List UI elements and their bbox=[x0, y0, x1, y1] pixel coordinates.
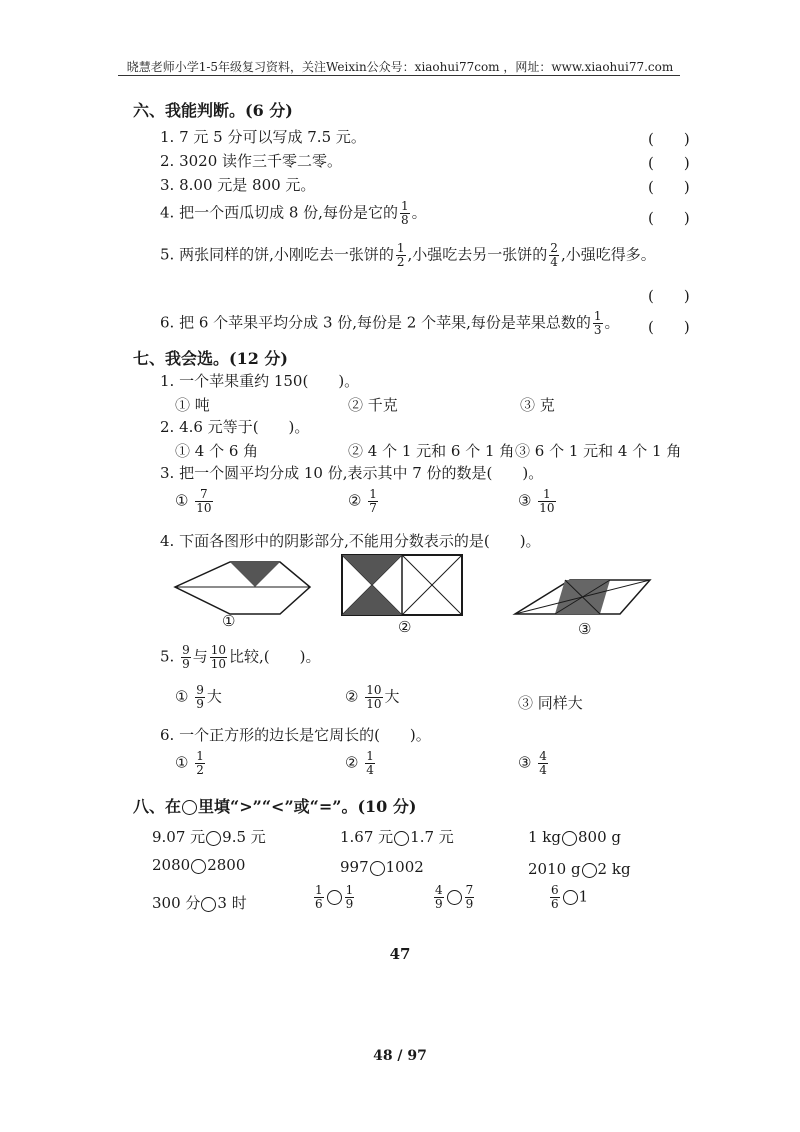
figure2-shaded-bottom bbox=[342, 585, 402, 615]
s7-q1: 1. 一个苹果重约 150( )。 bbox=[160, 372, 360, 390]
s8-r2-c2: 997 1002 bbox=[340, 858, 424, 876]
s8-r3-c4: $\frac{6}{6}$ 1 bbox=[551, 883, 589, 911]
section6-title: 六、我能判断。(6 分) bbox=[133, 101, 293, 120]
figure1-label[interactable]: ① bbox=[222, 612, 236, 630]
s8-r3-c2 bbox=[312, 884, 356, 911]
s6-q6-answer[interactable]: ( ) bbox=[648, 318, 690, 336]
s8-r2-c3: 2010 g 2 kg bbox=[528, 860, 631, 878]
fraction: $\frac{1}{2}$ bbox=[396, 241, 405, 269]
fraction: $\frac{1}{3}$ bbox=[593, 309, 602, 337]
s7-q4-figures bbox=[170, 552, 670, 634]
s7-q2: 2. 4.6 元等于( )。 bbox=[160, 418, 310, 436]
compare-circle[interactable] bbox=[327, 890, 342, 905]
s6-q1: 1. 7 元 5 分可以写成 7.5 元。 bbox=[160, 128, 366, 146]
s8-r1-c3: 1 kg 800 g bbox=[528, 828, 622, 846]
s7-q2-opt3[interactable]: ③ 6 个 1 元和 4 个 1 角 bbox=[515, 442, 682, 460]
s7-q1-opt1[interactable]: ① 吨 bbox=[175, 396, 210, 414]
s6-q3-answer[interactable]: ( ) bbox=[648, 178, 690, 196]
s6-q2-answer[interactable]: ( ) bbox=[648, 154, 690, 172]
fraction: $\frac{4}{9}$ bbox=[435, 883, 443, 911]
compare-circle[interactable] bbox=[191, 859, 206, 874]
fraction: $\frac{4}{4}$ bbox=[539, 749, 547, 777]
s7-q4: 4. 下面各图形中的阴影部分,不能用分数表示的是( )。 bbox=[160, 532, 541, 550]
figure2-shaded-top bbox=[342, 555, 402, 585]
fraction: $\frac{7}{9}$ bbox=[465, 883, 474, 911]
s6-q4-answer[interactable]: ( ) bbox=[648, 209, 690, 227]
s7-q3-opt3[interactable]: ③ $\frac{1}{10}$ bbox=[518, 487, 555, 515]
s6-q4: 4. 把一个西瓜切成 8 份,每份是它的 $\frac{1}{8}$ 。 bbox=[160, 199, 427, 227]
fraction: $\frac{1}{8}$ bbox=[400, 199, 409, 227]
figure1-shaded bbox=[230, 562, 280, 587]
fraction: $\frac{1}{7}$ bbox=[369, 487, 377, 515]
section8-title: 八、在 里填“>”“<”或“=”。(10 分) bbox=[133, 797, 417, 816]
s8-r3-c1: 300 分 3 时 bbox=[152, 894, 247, 912]
s7-q5-opt2[interactable]: ② $\frac{10}{10}$ 大 bbox=[345, 683, 400, 711]
fraction: $\frac{2}{4}$ bbox=[550, 241, 558, 269]
compare-circle[interactable] bbox=[394, 831, 409, 846]
s8-r1-c2: 1.67 元 1.7 元 bbox=[340, 828, 454, 846]
figure3-label[interactable]: ③ bbox=[578, 620, 592, 638]
s6-q5: 5. 两张同样的饼,小刚吃去一张饼的 $\frac{1}{2}$ ,小强吃去另一张饼的 $\frac{2}{4}$ ,小强吃得多。 bbox=[160, 241, 656, 269]
s6-q1-answer[interactable]: ( ) bbox=[648, 130, 690, 148]
s7-q5: 5. $\frac{9}{9}$ 与 $\frac{10}{10}$ 比较,( )。 bbox=[160, 643, 321, 671]
s7-q3-opt2[interactable]: ② $\frac{1}{7}$ bbox=[348, 487, 377, 515]
s7-q5-opt1[interactable]: ① $\frac{9}{9}$ 大 bbox=[175, 683, 222, 711]
figure1-rhombus bbox=[175, 562, 310, 614]
compare-circle[interactable] bbox=[582, 863, 597, 878]
fraction: $\frac{9}{9}$ bbox=[196, 683, 204, 711]
fraction: $\frac{1}{4}$ bbox=[366, 749, 374, 777]
s7-q2-opt2[interactable]: ② 4 个 1 元和 6 个 1 角 bbox=[348, 442, 515, 460]
s6-q2: 2. 3020 读作三千零二零。 bbox=[160, 152, 343, 170]
figure2-rectangle bbox=[342, 555, 462, 615]
s8-r2-c1: 2080 2800 bbox=[152, 856, 246, 874]
fraction: $\frac{6}{6}$ bbox=[551, 883, 559, 911]
s7-q6: 6. 一个正方形的边长是它周长的( )。 bbox=[160, 726, 431, 744]
compare-circle[interactable] bbox=[563, 890, 578, 905]
s8-r1-c1: 9.07 元 9.5 元 bbox=[152, 828, 266, 846]
header-rule bbox=[118, 75, 680, 76]
fraction: $\frac{9}{9}$ bbox=[182, 643, 190, 671]
s7-q6-opt3[interactable]: ③ $\frac{4}{4}$ bbox=[518, 749, 547, 777]
fraction: $\frac{7}{10}$ bbox=[196, 487, 212, 515]
s7-q6-opt1[interactable]: ① $\frac{1}{2}$ bbox=[175, 749, 204, 777]
page-counter: 48 / 97 bbox=[373, 1048, 427, 1064]
fraction: $\frac{10}{10}$ bbox=[210, 643, 227, 671]
s7-q3-opt1[interactable]: ① $\frac{7}{10}$ bbox=[175, 487, 212, 515]
compare-circle[interactable] bbox=[562, 831, 577, 846]
fraction: $\frac{1}{2}$ bbox=[196, 749, 204, 777]
s8-r3-c3 bbox=[432, 884, 476, 911]
page-number: 47 bbox=[389, 945, 411, 963]
fraction: $\frac{1}{9}$ bbox=[345, 883, 354, 911]
fraction: $\frac{1}{10}$ bbox=[539, 487, 555, 515]
fraction: $\frac{1}{6}$ bbox=[315, 883, 323, 911]
s6-q5-answer[interactable]: ( ) bbox=[648, 287, 690, 305]
page-header: 晓慧老师小学1-5年级复习资料，关注Weixin公众号：xiaohui77com ，网址：www.xiaohui77.com bbox=[126, 60, 674, 74]
section7-title: 七、我会选。(12 分) bbox=[133, 349, 288, 368]
figure3-parallelogram bbox=[515, 580, 650, 614]
compare-circle[interactable] bbox=[447, 890, 462, 905]
compare-circle[interactable] bbox=[201, 897, 216, 912]
s7-q6-opt2[interactable]: ② $\frac{1}{4}$ bbox=[345, 749, 374, 777]
s6-q3: 3. 8.00 元是 800 元。 bbox=[160, 176, 316, 194]
figure2-label[interactable]: ② bbox=[398, 618, 412, 636]
compare-circle[interactable] bbox=[370, 861, 385, 876]
s7-q3: 3. 把一个圆平均分成 10 份,表示其中 7 份的数是( )。 bbox=[160, 464, 544, 482]
s7-q2-opt1[interactable]: ① 4 个 6 角 bbox=[175, 442, 259, 460]
s7-q1-opt2[interactable]: ② 千克 bbox=[348, 396, 398, 414]
s6-q6: 6. 把 6 个苹果平均分成 3 份,每份是 2 个苹果,每份是苹果总数的 $\frac{1}{3}$ 。 bbox=[160, 309, 620, 337]
circle-icon bbox=[182, 800, 197, 815]
compare-circle[interactable] bbox=[206, 831, 221, 846]
s7-q1-opt3[interactable]: ③ 克 bbox=[520, 396, 555, 414]
s7-q5-opt3[interactable]: ③ 同样大 bbox=[518, 694, 583, 712]
fraction: $\frac{10}{10}$ bbox=[366, 683, 382, 711]
